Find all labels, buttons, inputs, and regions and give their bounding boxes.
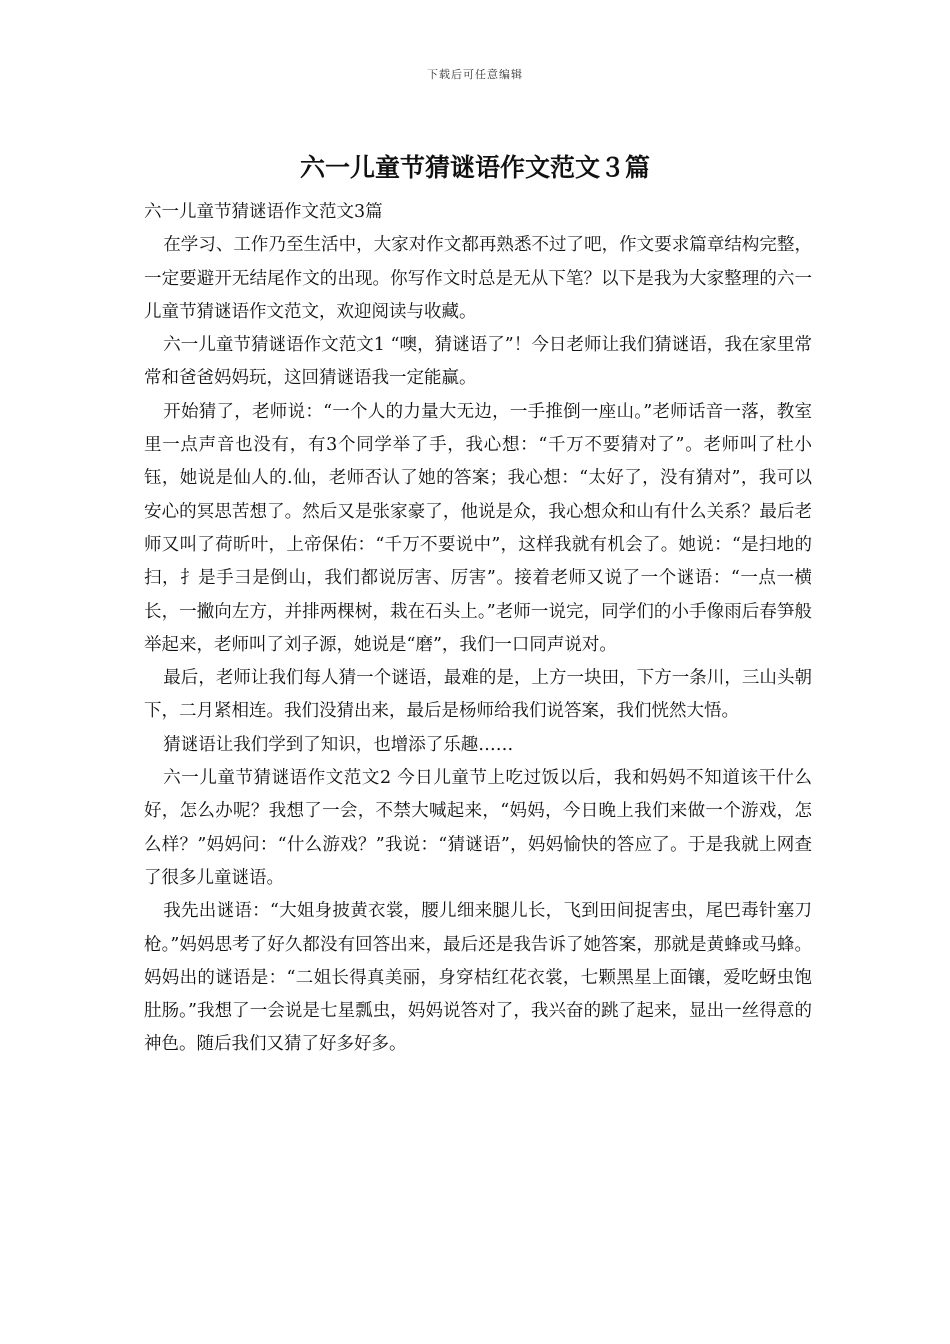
document-title: 六一儿童节猜谜语作文范文３篇 xyxy=(299,153,650,182)
paragraph-intro: 在学习、工作乃至生活中，大家对作文都再熟悉不过了吧，作文要求篇章结构完整，一定要避开无结尾作文的出现。你写作文时总是无从下笔？以下是我为大家整理的六一儿童节猜谜语作文范文，欢迎阅读与收藏。 xyxy=(144,235,812,322)
document-subtitle: 六一儿童节猜谜语作文范文3篇 xyxy=(144,202,383,222)
paragraph-essay1-conclusion: 猜谜语让我们学到了知识，也增添了乐趣…… xyxy=(163,734,514,755)
paragraph-essay1-final-riddle: 最后，老师让我们每人猜一个谜语，最难的是，上方一块田，下方一条川，三山头朝下，二月紧相连。我们没猜出来，最后是杨师给我们说答案，我们恍然大悟。 xyxy=(144,668,812,722)
paragraph-essay2-riddles: 我先出谜语：“大姐身披黄衣裳，腰儿细来腿儿长，飞到田间捉害虫，尾巴毒针塞刀枪。”妈妈思考了好久都没有回答出来，最后还是我告诉了她答案，那就是黄蜂或马蜂。妈妈出的谜语是：“二姐长得真美丽，身穿桔红花衣裳，七颗黑星上面镶，爱吃蚜虫饱肚肠。”我想了一会说是七星瓢虫，妈妈说答对了，我兴奋的跳了起来，显出一丝得意的神色。随后我们又猜了好多好多。 xyxy=(144,901,812,1055)
paragraph-essay2-opening: 六一儿童节猜谜语作文范文2 今日儿童节上吃过饭以后，我和妈妈不知道该干什么好，怎么办呢？我想了一会，不禁大喊起来，“妈妈，今日晚上我们来做一个游戏，怎么样？”妈妈问：“什么游戏？”我说：“猜谜语”，妈妈愉快的答应了。于是我就上网查了很多儿童谜语。 xyxy=(144,768,812,888)
document-body xyxy=(144,196,812,1062)
header-note: 下载后可任意编辑 xyxy=(427,68,523,81)
paragraph-essay1-guessing: 开始猜了，老师说：“一个人的力量大无边，一手推倒一座山。”老师话音一落，教室里一点声音也没有，有3个同学举了手，我心想：“千万不要猜对了”。老师叫了杜小钰，她说是仙人的.仙，老师否认了她的答案；我心想：“太好了，没有猜对”，我可以安心的冥思苦想了。然后又是张家豪了，他说是众，我心想众和山有什么关系？最后老师又叫了荷昕叶，上帝保佑：“千万不要说中”，这样我就有机会了。她说：“是扫地的扫，扌是手彐是倒山，我们都说厉害、厉害”。接着老师又说了一个谜语：“一点一横长，一撇向左方，并排两棵树，栽在石头上。”老师一说完，同学们的小手像雨后春笋般举起来，老师叫了刘子源，她说是“磨”，我们一口同声说对。 xyxy=(144,401,812,655)
paragraph-essay1-opening: 六一儿童节猜谜语作文范文1 “噢，猜谜语了”！今日老师让我们猜谜语，我在家里常常和爸爸妈妈玩，这回猜谜语我一定能赢。 xyxy=(144,335,812,389)
